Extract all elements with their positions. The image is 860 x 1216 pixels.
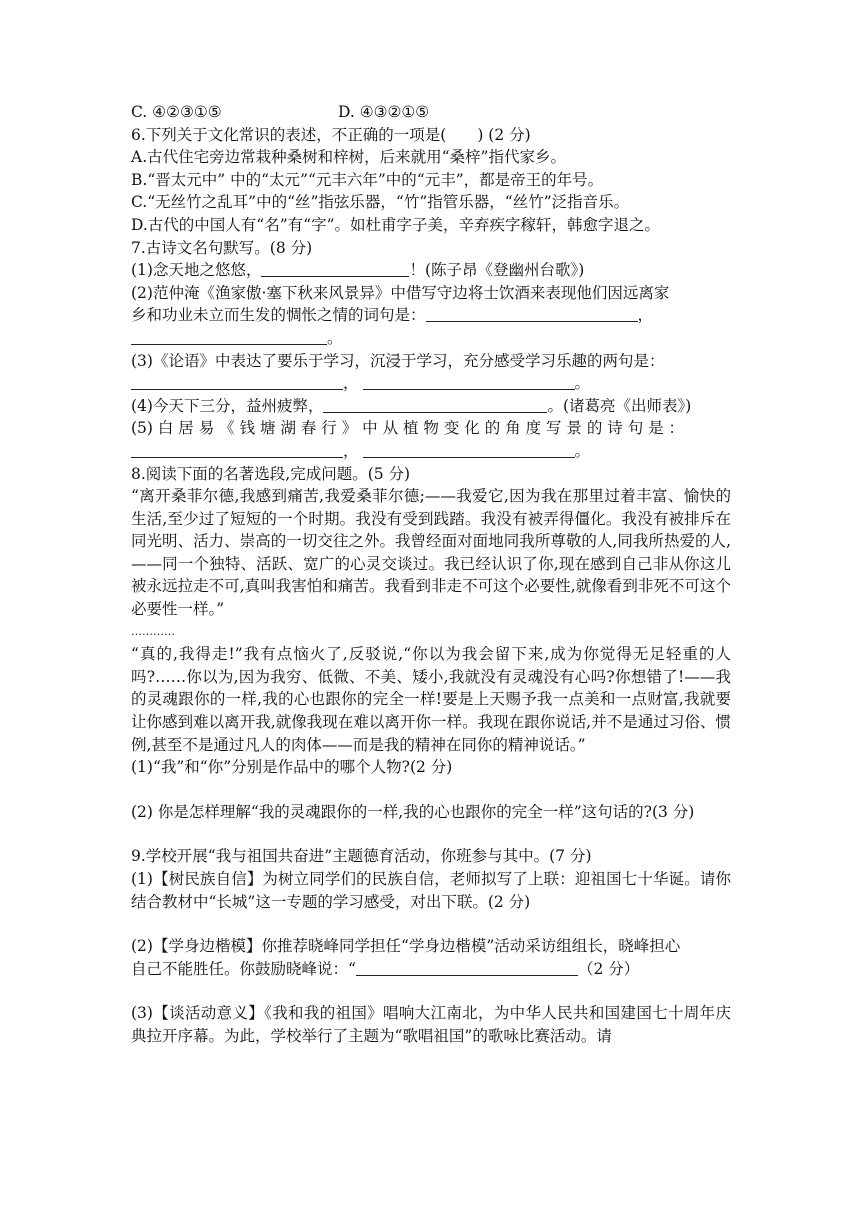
answer-blank[interactable] [426,306,638,322]
q7-sub4-prefix: (4)今天下三分，益州疲弊， [131,396,324,415]
q7-sub2-line3 [131,327,731,350]
answer-blank[interactable] [323,397,547,413]
q9-sub2-line2 [131,958,731,981]
answer-blank[interactable] [131,442,343,458]
q7-sub1-prefix: (1)念天地之悠悠， [131,261,262,280]
exam-content [131,101,731,1048]
answer-blank[interactable] [261,261,409,277]
q5-option-d: D. ④③②①⑤ [338,103,430,121]
q6-option-a: A.古代住宅旁边常栽种桑树和梓树，后来就用“桑梓”指代家乡。 [131,148,566,167]
q9-stem: 9.学校开展“我与祖国共奋进”主题德育活动，你班参与其中。(7 分) [131,847,592,866]
q7-sub4 [131,395,731,418]
q8-passage-2: “真的,我得走!”我有点恼火了,反驳说,“你以为我会留下来,成为你觉得无足轻重的人吗?……你以为,因为我穷、低微、不美、矮小,我就没有灵魂没有心吗?你想错了!——我的灵魂跟你的一样,我的心也跟你的完全一样!要是上天赐予我一点美和一点财富,我就要让你感到难以离开我,就像我现在难以离开你一样。我现在跟你说话,并不是通过习俗、惯例,甚至不是通过凡人的肉体——而是我的精神在同你的精神说话。” [131,645,731,754]
q7-sub3-comma: ， [343,374,359,393]
answer-blank[interactable] [356,960,578,976]
q7-sub4-suffix: 。(诸葛亮《出师表》) [547,396,692,415]
q7-sub5-line2 [131,440,731,463]
q7-sub3-line1: (3)《论语》中表达了要乐于学习，沉浸于学习，充分感受学习乐趣的两句是： [131,351,665,370]
q5-option-c: C. ④②③①⑤ [131,103,222,121]
answer-blank[interactable] [363,374,575,390]
q6-option-d: D.古代的中国人有“名”有“字”。如杜甫字子美，辛弃疾字稼轩，韩愈字退之。 [131,215,661,234]
q7-sub5-end: 。 [574,441,591,460]
q7-stem: 7.古诗文名句默写。(8 分) [131,238,313,257]
q7-sub2-comma: ， [637,306,654,325]
q7-sub2-line1: (2)范仲淹《渔家傲·塞下秋来风景异》中借写守边将士饮酒来表现他们因远离家 [131,283,670,302]
answer-space [131,823,731,845]
q8-passage-1: “离开桑菲尔德,我感到痛苦,我爱桑菲尔德;——我爱它,因为我在那里过着丰富、愉快的生活,至少过了短短的一个时期。我没有受到践踏。我没有被弄得僵化。我没有被排斥在同光明、活力、崇高的一切交往之外。我曾经面对面地同我所尊敬的人,同我所热爱的人,——同一个独特、活跃、宽广的心灵交谈过。我已经认识了你,现在感到自己非从你这儿被永远拉走不可,真叫我害怕和痛苦。我看到非走不可这个必要性,就像看到非死不可这个必要性一样。” [131,487,731,619]
q9-sub2-suffix: （2 分） [577,959,640,978]
q7-sub3-end: 。 [574,374,591,393]
answer-blank[interactable] [131,374,343,390]
q7-sub5-comma: ， [343,441,359,460]
q8-ellipsis: ………… [131,624,175,638]
answer-space [131,980,731,1002]
q7-sub5-line1: (5) 白 居 易 《 钱 塘 湖 春 行 》 中 从 植 物 变 化 的 角 度 写 景 的 诗 句 是 ： [131,419,685,438]
q6-option-b: B.“晋太元中” 中的“太元”“元丰六年”中的“元丰”，都是帝王的年号。 [131,170,604,189]
q9-sub1: (1)【树民族自信】为树立同学们的民族自信，老师拟写了上联：迎祖国七十华诞。请你结合教材中“长城”这一专题的学习感受，对出下联。(2 分) [131,870,731,911]
answer-blank[interactable] [363,442,575,458]
q7-sub3-line2 [131,372,731,395]
q8-question-1: (1)“我”和“你”分别是作品中的哪个人物?(2 分) [131,758,453,777]
q6-stem: 6.下列关于文化常识的表述，不正确的一项是( ) (2 分) [131,125,531,144]
answer-space [131,913,731,935]
q9-sub3: (3)【谈活动意义】《我和我的祖国》唱响大江南北，为中华人民共和国建国七十周年庆典拉开序幕。为此，学校举行了主题为“歌唱祖国”的歌咏比赛活动。请 [131,1004,731,1045]
q9-sub2-prefix: 自己不能胜任。你鼓励晓峰说：“ [131,959,356,978]
q5-options [131,101,731,124]
q8-question-2: (2) 你是怎样理解“我的灵魂跟你的一样,我的心也跟你的完全一样”这句话的?(3 分) [131,802,695,821]
q7-sub2-prefix: 乡和功业未立而生发的惆怅之情的词句是： [131,306,426,325]
q7-sub2-line2 [131,304,731,327]
q8-stem: 8.阅读下面的名著选段,完成问题。(5 分) [131,464,411,483]
q7-sub1-suffix: ！(陈子昂《登幽州台歌》) [409,261,585,280]
answer-blank[interactable] [131,329,327,345]
q6-option-c: C.“无丝竹之乱耳”中的“丝”指弦乐器，“竹”指管乐器，“丝竹”泛指音乐。 [131,193,630,212]
q7-sub2-end: 。 [327,328,343,347]
q7-sub1 [131,259,731,282]
answer-space [131,779,731,801]
q9-sub2-line1: (2)【学身边楷模】你推荐晓峰同学担任“学身边楷模”活动采访组组长，晓峰担心 [131,937,681,956]
